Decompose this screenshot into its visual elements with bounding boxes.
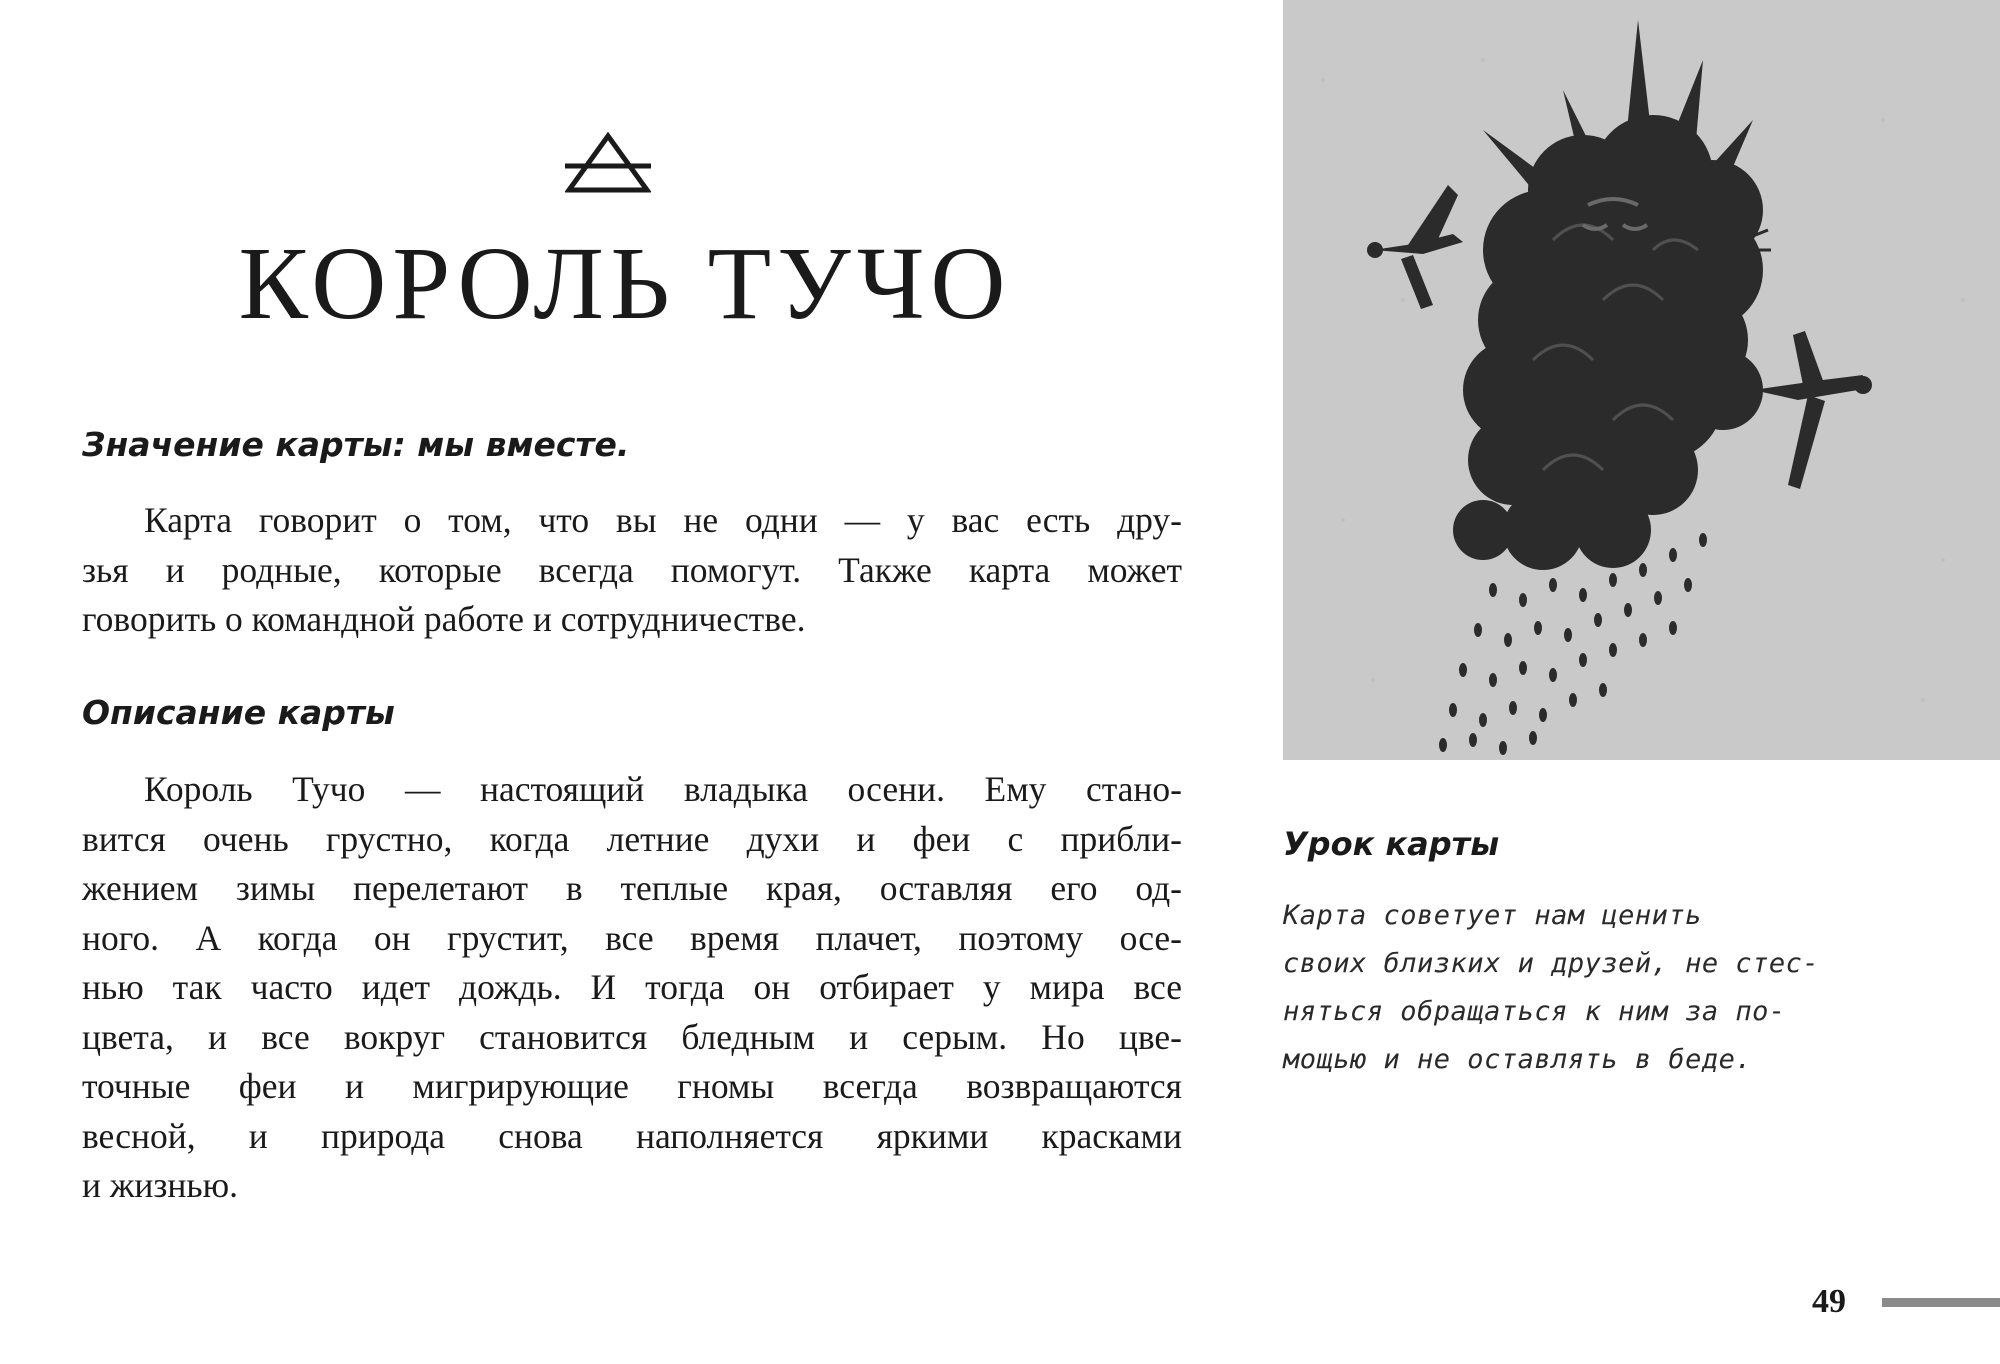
description-line: жением зимы перелетают в теплые края, оставляя его од- [82,868,1182,908]
meaning-heading: Значение карты: мы вместе. [82,425,630,464]
lesson-handwritten-text [1283,892,1883,1084]
description-paragraph [82,765,1182,1211]
meaning-line: говорить о командной работе и сотрудничестве. [82,599,806,639]
cloud-king-illustration [1283,0,2000,760]
lesson-line: мощью и не оставлять в беде. [1283,1044,1753,1075]
cloud-king-drawing [1283,0,2000,760]
lesson-line: своих близких и друзей, не стес- [1283,948,1820,979]
description-heading: Описание карты [82,693,395,732]
description-line: и жизнью. [82,1165,239,1205]
card-title: КОРОЛЬ ТУЧО [238,226,1012,341]
description-line: точные феи и мигрирующие гномы всегда возвращаются [82,1066,1182,1106]
lesson-heading: Урок карты [1283,825,1500,863]
meaning-paragraph [82,496,1182,645]
page-number-rule [1882,1298,2000,1307]
description-line: цвета, и все вокруг становится бледным и серым. Но цве- [82,1016,1182,1057]
lesson-line: няться обращаться к ним за по- [1283,996,1786,1027]
lesson-line: Карта советует нам ценить [1283,900,1702,931]
meaning-line: зья и родные, которые всегда помогут. Также карта может [82,549,1182,590]
description-line: Король Тучо — настоящий владыка осени. Ему стано- [144,769,1182,809]
description-line: нью так часто идет дождь. И тогда он отбирает у мира все [82,967,1182,1007]
page-number: 49 [1812,1283,1846,1320]
meaning-line: Карта говорит о том, что вы не одни — у вас есть дру- [144,500,1182,540]
description-line: ного. А когда он грустит, все время плачет, поэтому осе- [82,917,1182,958]
air-element-icon [565,132,651,194]
description-line: весной, и природа снова наполняется яркими красками [82,1115,1182,1156]
description-line: вится очень грустно, когда летние духи и феи с прибли- [82,818,1182,859]
